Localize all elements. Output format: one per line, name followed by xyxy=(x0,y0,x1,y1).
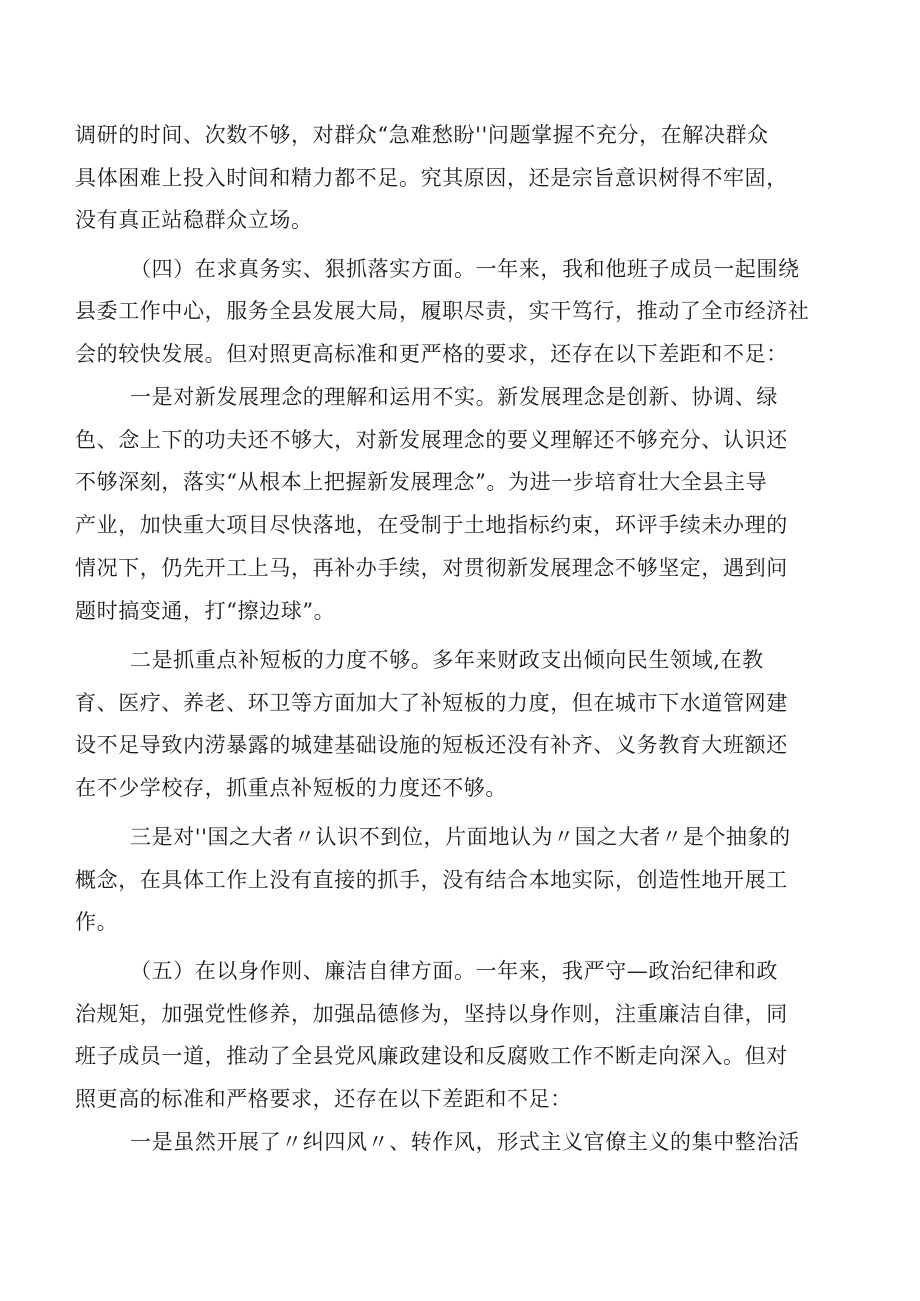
paragraph-first-line: 一是对新发展理念的理解和运用不实。新发展理念是创新、协调、绿 xyxy=(130,385,778,409)
text-line: 设不足导致内涝暴露的城建基础设施的短板还没有补齐、义务教育大班额还 xyxy=(75,733,788,757)
text-line: 没有真正站稳群众立场。 xyxy=(75,208,313,232)
paragraph-first-line: 二是抓重点补短板的力度不够。多年来财政支出倾向民生领域,在教 xyxy=(130,648,764,672)
text-line: 产业，加快重大项目尽快落地，在受制于土地指标约束，环评手续未办理的 xyxy=(75,513,788,537)
text-line: 会的较快发展。但对照更高标准和更严格的要求，还存在以下差距和不足： xyxy=(75,342,788,366)
section-heading-4: （四）在求真务实、狠抓落实方面。一年来，我和他班子成员一起围绕 xyxy=(130,257,800,281)
section-heading-5: （五）在以身作则、廉洁自律方面。一年来，我严守—政治纪律和政 xyxy=(130,959,778,983)
text-line: 概念，在具体工作上没有直接的抓手，没有结合本地实际，创造性地开展工 xyxy=(75,868,788,892)
text-line: 题时搞变通，打“擦边球”。 xyxy=(75,599,336,623)
text-line: 育、医疗、养老、环卫等方面加大了补短板的力度，但在城市下水道管网建 xyxy=(75,691,788,715)
paragraph-first-line: 三是对''国之大者〃认识不到位，片面地认为〃国之大者〃是个抽象的 xyxy=(130,825,791,849)
text-line: 情况下，仍先开工上马，再补办手续，对贯彻新发展理念不够坚定，遇到问 xyxy=(75,556,788,580)
text-line: 班子成员一道，推动了全县党风廉政建设和反腐败工作不断走向深入。但对 xyxy=(75,1044,788,1068)
text-line: 具体困难上投入时间和精力都不足。究其原因，还是宗旨意识树得不牢固， xyxy=(75,166,788,190)
text-line: 色、念上下的功夫还不够大，对新发展理念的要义理解还不够充分、认识还 xyxy=(75,428,788,452)
text-line: 照更高的标准和严格要求，还存在以下差距和不足： xyxy=(75,1087,572,1111)
text-line: 县委工作中心，服务全县发展大局，履职尽责，实干笃行，推动了全市经济社 xyxy=(75,299,810,323)
text-line: 调研的时间、次数不够，对群众“急难愁盼''问题掌握不充分，在解决群众 xyxy=(75,123,769,147)
text-line: 作。 xyxy=(75,910,119,934)
text-line: 不够深刻，落实“从根本上把握新发展理念”。为进一步培育壮大全县主导 xyxy=(75,470,768,494)
paragraph-first-line: 一是虽然开展了〃纠四风〃、转作风，形式主义官僚主义的集中整治活 xyxy=(130,1130,800,1154)
text-line: 治规矩，加强党性修养，加强品德修为，坚持以身作则，注重廉洁自律，同 xyxy=(75,1002,788,1026)
text-line: 在不少学校存，抓重点补短板的力度还不够。 xyxy=(75,776,507,800)
